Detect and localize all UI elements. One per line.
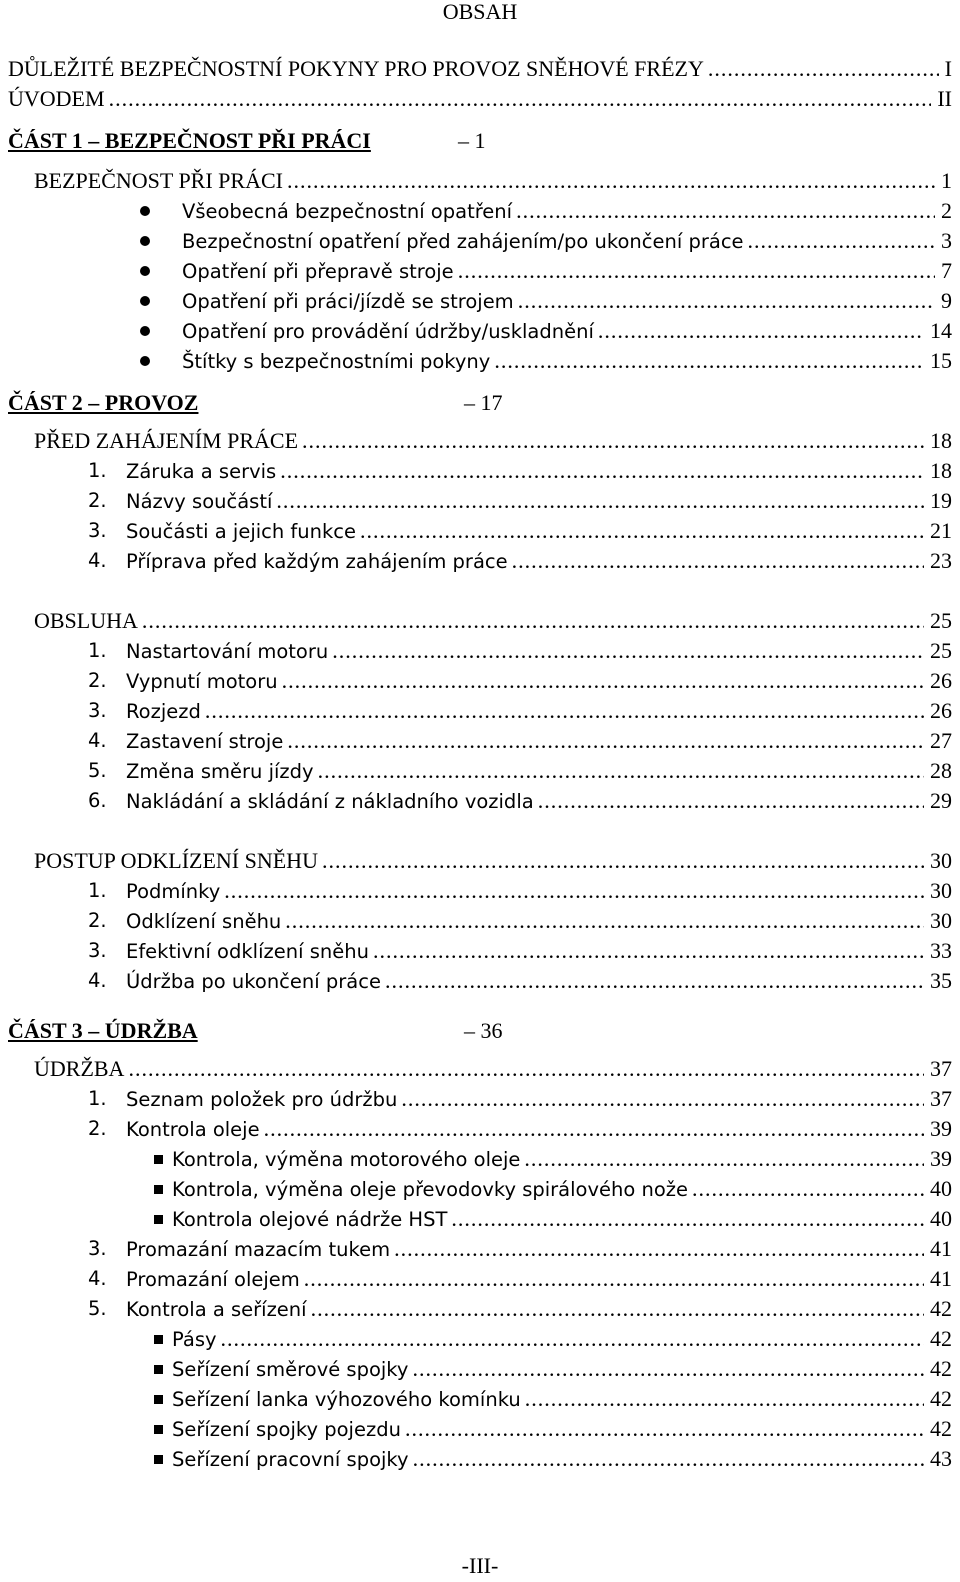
bullet-icon — [140, 326, 150, 336]
toc-entry[interactable] — [182, 226, 952, 256]
toc-entry-label: OBSLUHA — [34, 608, 138, 633]
leader-dots — [221, 1324, 924, 1354]
leader-dots — [748, 226, 935, 256]
toc-entry-page: 26 — [930, 668, 952, 693]
toc-entry-page: 2 — [941, 198, 952, 223]
toc-entry-page: II — [937, 86, 952, 111]
toc-entry-label: Příprava před každým zahájením práce — [126, 550, 508, 573]
toc-entry-label: ÚDRŽBA — [34, 1056, 125, 1081]
leader-dots — [525, 1384, 924, 1414]
leader-dots — [318, 756, 924, 786]
toc-entry-page: 7 — [941, 258, 952, 283]
item-number: 3. — [88, 1237, 107, 1260]
leader-dots — [401, 1084, 924, 1114]
leader-dots — [109, 84, 932, 114]
toc-entry[interactable] — [182, 256, 952, 286]
leader-dots — [287, 726, 924, 756]
toc-entry[interactable] — [182, 196, 952, 226]
leader-dots — [516, 196, 935, 226]
toc-section-snow-removal[interactable] — [34, 846, 952, 876]
toc-entry[interactable] — [126, 876, 952, 906]
toc-entry-page: 39 — [930, 1146, 952, 1171]
toc-entry-label: Změna směru jízdy — [126, 760, 314, 783]
toc-entry-label: Seřízení spojky pojezdu — [172, 1418, 401, 1441]
item-number: 2. — [88, 669, 107, 692]
bullet-icon — [140, 266, 150, 276]
bullet-icon — [140, 356, 150, 366]
toc-entry-safety-instructions[interactable] — [8, 54, 952, 84]
toc-entry-page: 40 — [930, 1176, 952, 1201]
leader-dots — [385, 966, 924, 996]
leader-dots — [264, 1114, 924, 1144]
toc-entry-label: Seřízení směrové spojky — [172, 1358, 409, 1381]
item-number: 1. — [88, 1087, 107, 1110]
toc-entry-page: 15 — [930, 348, 952, 373]
square-bullet-icon — [154, 1395, 163, 1404]
leader-dots — [128, 1054, 924, 1084]
toc-entry-label: Součásti a jejich funkce — [126, 520, 357, 543]
toc-entry-page: 30 — [930, 908, 952, 933]
bullet-icon — [140, 236, 150, 246]
toc-entry[interactable] — [182, 316, 952, 346]
toc-entry[interactable] — [126, 696, 952, 726]
toc-subentry[interactable] — [172, 1354, 952, 1384]
toc-entry-page: 28 — [930, 758, 952, 783]
toc-entry-label: Vypnutí motoru — [126, 670, 278, 693]
toc-entry-page: 30 — [930, 848, 952, 873]
toc-entry[interactable] — [182, 286, 952, 316]
toc-entry-label: Pásy — [172, 1328, 217, 1351]
toc-entry-page: 37 — [930, 1086, 952, 1111]
toc-entry[interactable] — [126, 666, 952, 696]
toc-entry-label: DŮLEŽITÉ BEZPEČNOSTNÍ POKYNY PRO PROVOZ SNĚHOVÉ FRÉZY — [8, 56, 704, 81]
toc-entry-label: Kontrola a seřízení — [126, 1298, 307, 1321]
leader-dots — [287, 166, 935, 196]
toc-entry[interactable] — [126, 756, 952, 786]
item-number: 1. — [88, 639, 107, 662]
toc-entry-label: Opatření při přepravě stroje — [182, 260, 454, 283]
leader-dots — [332, 636, 924, 666]
toc-entry-label: BEZPEČNOST PŘI PRÁCI — [34, 168, 283, 193]
item-number: 6. — [88, 789, 107, 812]
part2-page: – 17 — [464, 390, 503, 415]
toc-entry-page: 41 — [930, 1236, 952, 1261]
toc-entry[interactable] — [126, 486, 952, 516]
toc-entry-page: 42 — [930, 1386, 952, 1411]
leader-dots — [512, 546, 924, 576]
toc-entry-label: ÚVODEM — [8, 86, 105, 111]
toc-entry-page: 18 — [930, 428, 952, 453]
leader-dots — [224, 876, 924, 906]
toc-entry-label: Štítky s bezpečnostními pokyny — [182, 350, 491, 373]
item-number: 1. — [88, 879, 107, 902]
leader-dots — [451, 1204, 924, 1234]
toc-entry-page: 14 — [930, 318, 952, 343]
toc-entry-label: Opatření pro provádění údržby/uskladnění — [182, 320, 594, 343]
toc-entry[interactable] — [126, 1294, 952, 1324]
item-number: 2. — [88, 1117, 107, 1140]
leader-dots — [412, 1354, 924, 1384]
toc-entry-page: 1 — [941, 168, 952, 193]
toc-entry-label: PŘED ZAHÁJENÍM PRÁCE — [34, 428, 299, 453]
toc-entry-label: Opatření při práci/jízdě se strojem — [182, 290, 514, 313]
item-number: 4. — [88, 549, 107, 572]
leader-dots — [322, 846, 924, 876]
item-number: 5. — [88, 1297, 107, 1320]
page-number: -III- — [461, 1553, 499, 1578]
leader-dots — [311, 1294, 924, 1324]
item-number: 2. — [88, 489, 107, 512]
toc-entry-label: Rozjezd — [126, 700, 201, 723]
part3-heading[interactable]: ČÁST 3 – ÚDRŽBA — [8, 1018, 198, 1043]
toc-entry-label: Seřízení pracovní spojky — [172, 1448, 409, 1471]
toc-entry-page: 27 — [930, 728, 952, 753]
toc-entry-label: Nastartování motoru — [126, 640, 329, 663]
toc-entry[interactable] — [126, 1234, 952, 1264]
leader-dots — [373, 936, 924, 966]
toc-entry-label: Záruka a servis — [126, 460, 277, 483]
leader-dots — [494, 346, 924, 376]
toc-entry[interactable] — [126, 546, 952, 576]
leader-dots — [360, 516, 924, 546]
toc-entry[interactable] — [126, 786, 952, 816]
toc-entry-page: 33 — [930, 938, 952, 963]
leader-dots — [405, 1414, 924, 1444]
toc-subentry[interactable] — [172, 1324, 952, 1354]
leader-dots — [394, 1234, 924, 1264]
toc-entry-page: 43 — [930, 1446, 952, 1471]
item-number: 3. — [88, 519, 107, 542]
toc-entry-page: 29 — [930, 788, 952, 813]
toc-entry-page: 21 — [930, 518, 952, 543]
toc-entry-label: Promazání mazacím tukem — [126, 1238, 391, 1261]
square-bullet-icon — [154, 1425, 163, 1434]
toc-entry-page: 19 — [930, 488, 952, 513]
toc-entry-label: Podmínky — [126, 880, 221, 903]
toc-entry-label: Bezpečnostní opatření před zahájením/po ukončení práce — [182, 230, 744, 253]
toc-subentry[interactable] — [172, 1384, 952, 1414]
toc-entry-label: Seznam položek pro údržbu — [126, 1088, 398, 1111]
item-number: 5. — [88, 759, 107, 782]
toc-entry-label: Nakládání a skládání z nákladního vozidla — [126, 790, 534, 813]
leader-dots — [524, 1144, 924, 1174]
item-number: 4. — [88, 969, 107, 992]
toc-entry[interactable] — [126, 516, 952, 546]
toc-entry-label: Efektivní odklízení sněhu — [126, 940, 369, 963]
toc-entry-label: Kontrola olejové nádrže HST — [172, 1208, 448, 1231]
item-number: 4. — [88, 1267, 107, 1290]
toc-entry-label: Názvy součástí — [126, 490, 273, 513]
square-bullet-icon — [154, 1365, 163, 1374]
leader-dots — [598, 316, 924, 346]
toc-entry-page: 25 — [930, 638, 952, 663]
toc-entry-page: 37 — [930, 1056, 952, 1081]
toc-entry-label: Údržba po ukončení práce — [126, 970, 381, 993]
toc-entry[interactable] — [182, 346, 952, 376]
toc-entry[interactable] — [126, 456, 952, 486]
bullet-icon — [140, 206, 150, 216]
toc-section-safety[interactable] — [34, 166, 952, 196]
leader-dots — [304, 1264, 924, 1294]
toc-entry-page: 26 — [930, 698, 952, 723]
part2-heading[interactable]: ČÁST 2 – PROVOZ — [8, 390, 199, 415]
toc-entry-label: Promazání olejem — [126, 1268, 300, 1291]
leader-dots — [205, 696, 924, 726]
toc-entry-label: Seřízení lanka výhozového komínku — [172, 1388, 521, 1411]
toc-section-maintenance[interactable] — [34, 1054, 952, 1084]
square-bullet-icon — [154, 1155, 163, 1164]
leader-dots — [280, 456, 924, 486]
toc-entry-label: Kontrola, výměna oleje převodovky spirálového nože — [172, 1178, 689, 1201]
toc-entry-label: Odklízení sněhu — [126, 910, 282, 933]
toc-title: OBSAH — [442, 0, 518, 24]
leader-dots — [518, 286, 935, 316]
item-number: 1. — [88, 459, 107, 482]
toc-entry-page: 42 — [930, 1296, 952, 1321]
part1-heading[interactable]: ČÁST 1 – BEZPEČNOST PŘI PRÁCI — [8, 128, 371, 153]
toc-entry-page: 42 — [930, 1416, 952, 1441]
toc-entry-page: 42 — [930, 1326, 952, 1351]
toc-entry-page: 40 — [930, 1206, 952, 1231]
toc-entry-label: Zastavení stroje — [126, 730, 284, 753]
toc-entry-page: 30 — [930, 878, 952, 903]
toc-entry-page: 3 — [941, 228, 952, 253]
toc-entry[interactable] — [126, 1084, 952, 1114]
toc-entry[interactable] — [126, 906, 952, 936]
part3-page: – 36 — [464, 1018, 503, 1043]
toc-section-before-work[interactable] — [34, 426, 952, 456]
toc-subentry[interactable] — [172, 1204, 952, 1234]
leader-dots — [708, 54, 939, 84]
toc-subentry[interactable] — [172, 1144, 952, 1174]
toc-subentry[interactable] — [172, 1444, 952, 1474]
toc-entry-introduction[interactable] — [8, 84, 952, 114]
toc-entry-page: 41 — [930, 1266, 952, 1291]
toc-entry-page: 35 — [930, 968, 952, 993]
item-number: 4. — [88, 729, 107, 752]
item-number: 2. — [88, 909, 107, 932]
square-bullet-icon — [154, 1185, 163, 1194]
toc-subentry[interactable] — [172, 1174, 952, 1204]
square-bullet-icon — [154, 1335, 163, 1344]
leader-dots — [458, 256, 935, 286]
leader-dots — [413, 1444, 924, 1474]
toc-entry[interactable] — [126, 1264, 952, 1294]
leader-dots — [538, 786, 924, 816]
square-bullet-icon — [154, 1455, 163, 1464]
toc-entry[interactable] — [126, 726, 952, 756]
toc-entry[interactable] — [126, 966, 952, 996]
toc-entry-page: I — [944, 56, 952, 81]
toc-entry-label: POSTUP ODKLÍZENÍ SNĚHU — [34, 848, 318, 873]
toc-entry-page: 18 — [930, 458, 952, 483]
item-number: 3. — [88, 939, 107, 962]
toc-section-operation[interactable] — [34, 606, 952, 636]
toc-entry-page: 25 — [930, 608, 952, 633]
leader-dots — [302, 426, 924, 456]
toc-entry-label: Všeobecná bezpečnostní opatření — [182, 200, 513, 223]
leader-dots — [276, 486, 924, 516]
square-bullet-icon — [154, 1215, 163, 1224]
toc-entry[interactable] — [126, 936, 952, 966]
toc-entry-label: Kontrola, výměna motorového oleje — [172, 1148, 521, 1171]
toc-entry-page: 42 — [930, 1356, 952, 1381]
leader-dots — [142, 606, 924, 636]
toc-entry[interactable] — [126, 636, 952, 666]
part1-page: – 1 — [458, 128, 486, 153]
toc-entry-page: 9 — [941, 288, 952, 313]
toc-subentry[interactable] — [172, 1414, 952, 1444]
toc-entry-page: 23 — [930, 548, 952, 573]
bullet-icon — [140, 296, 150, 306]
toc-entry[interactable] — [126, 1114, 952, 1144]
leader-dots — [692, 1174, 924, 1204]
leader-dots — [285, 906, 924, 936]
item-number: 3. — [88, 699, 107, 722]
leader-dots — [282, 666, 924, 696]
toc-entry-page: 39 — [930, 1116, 952, 1141]
toc-entry-label: Kontrola oleje — [126, 1118, 260, 1141]
